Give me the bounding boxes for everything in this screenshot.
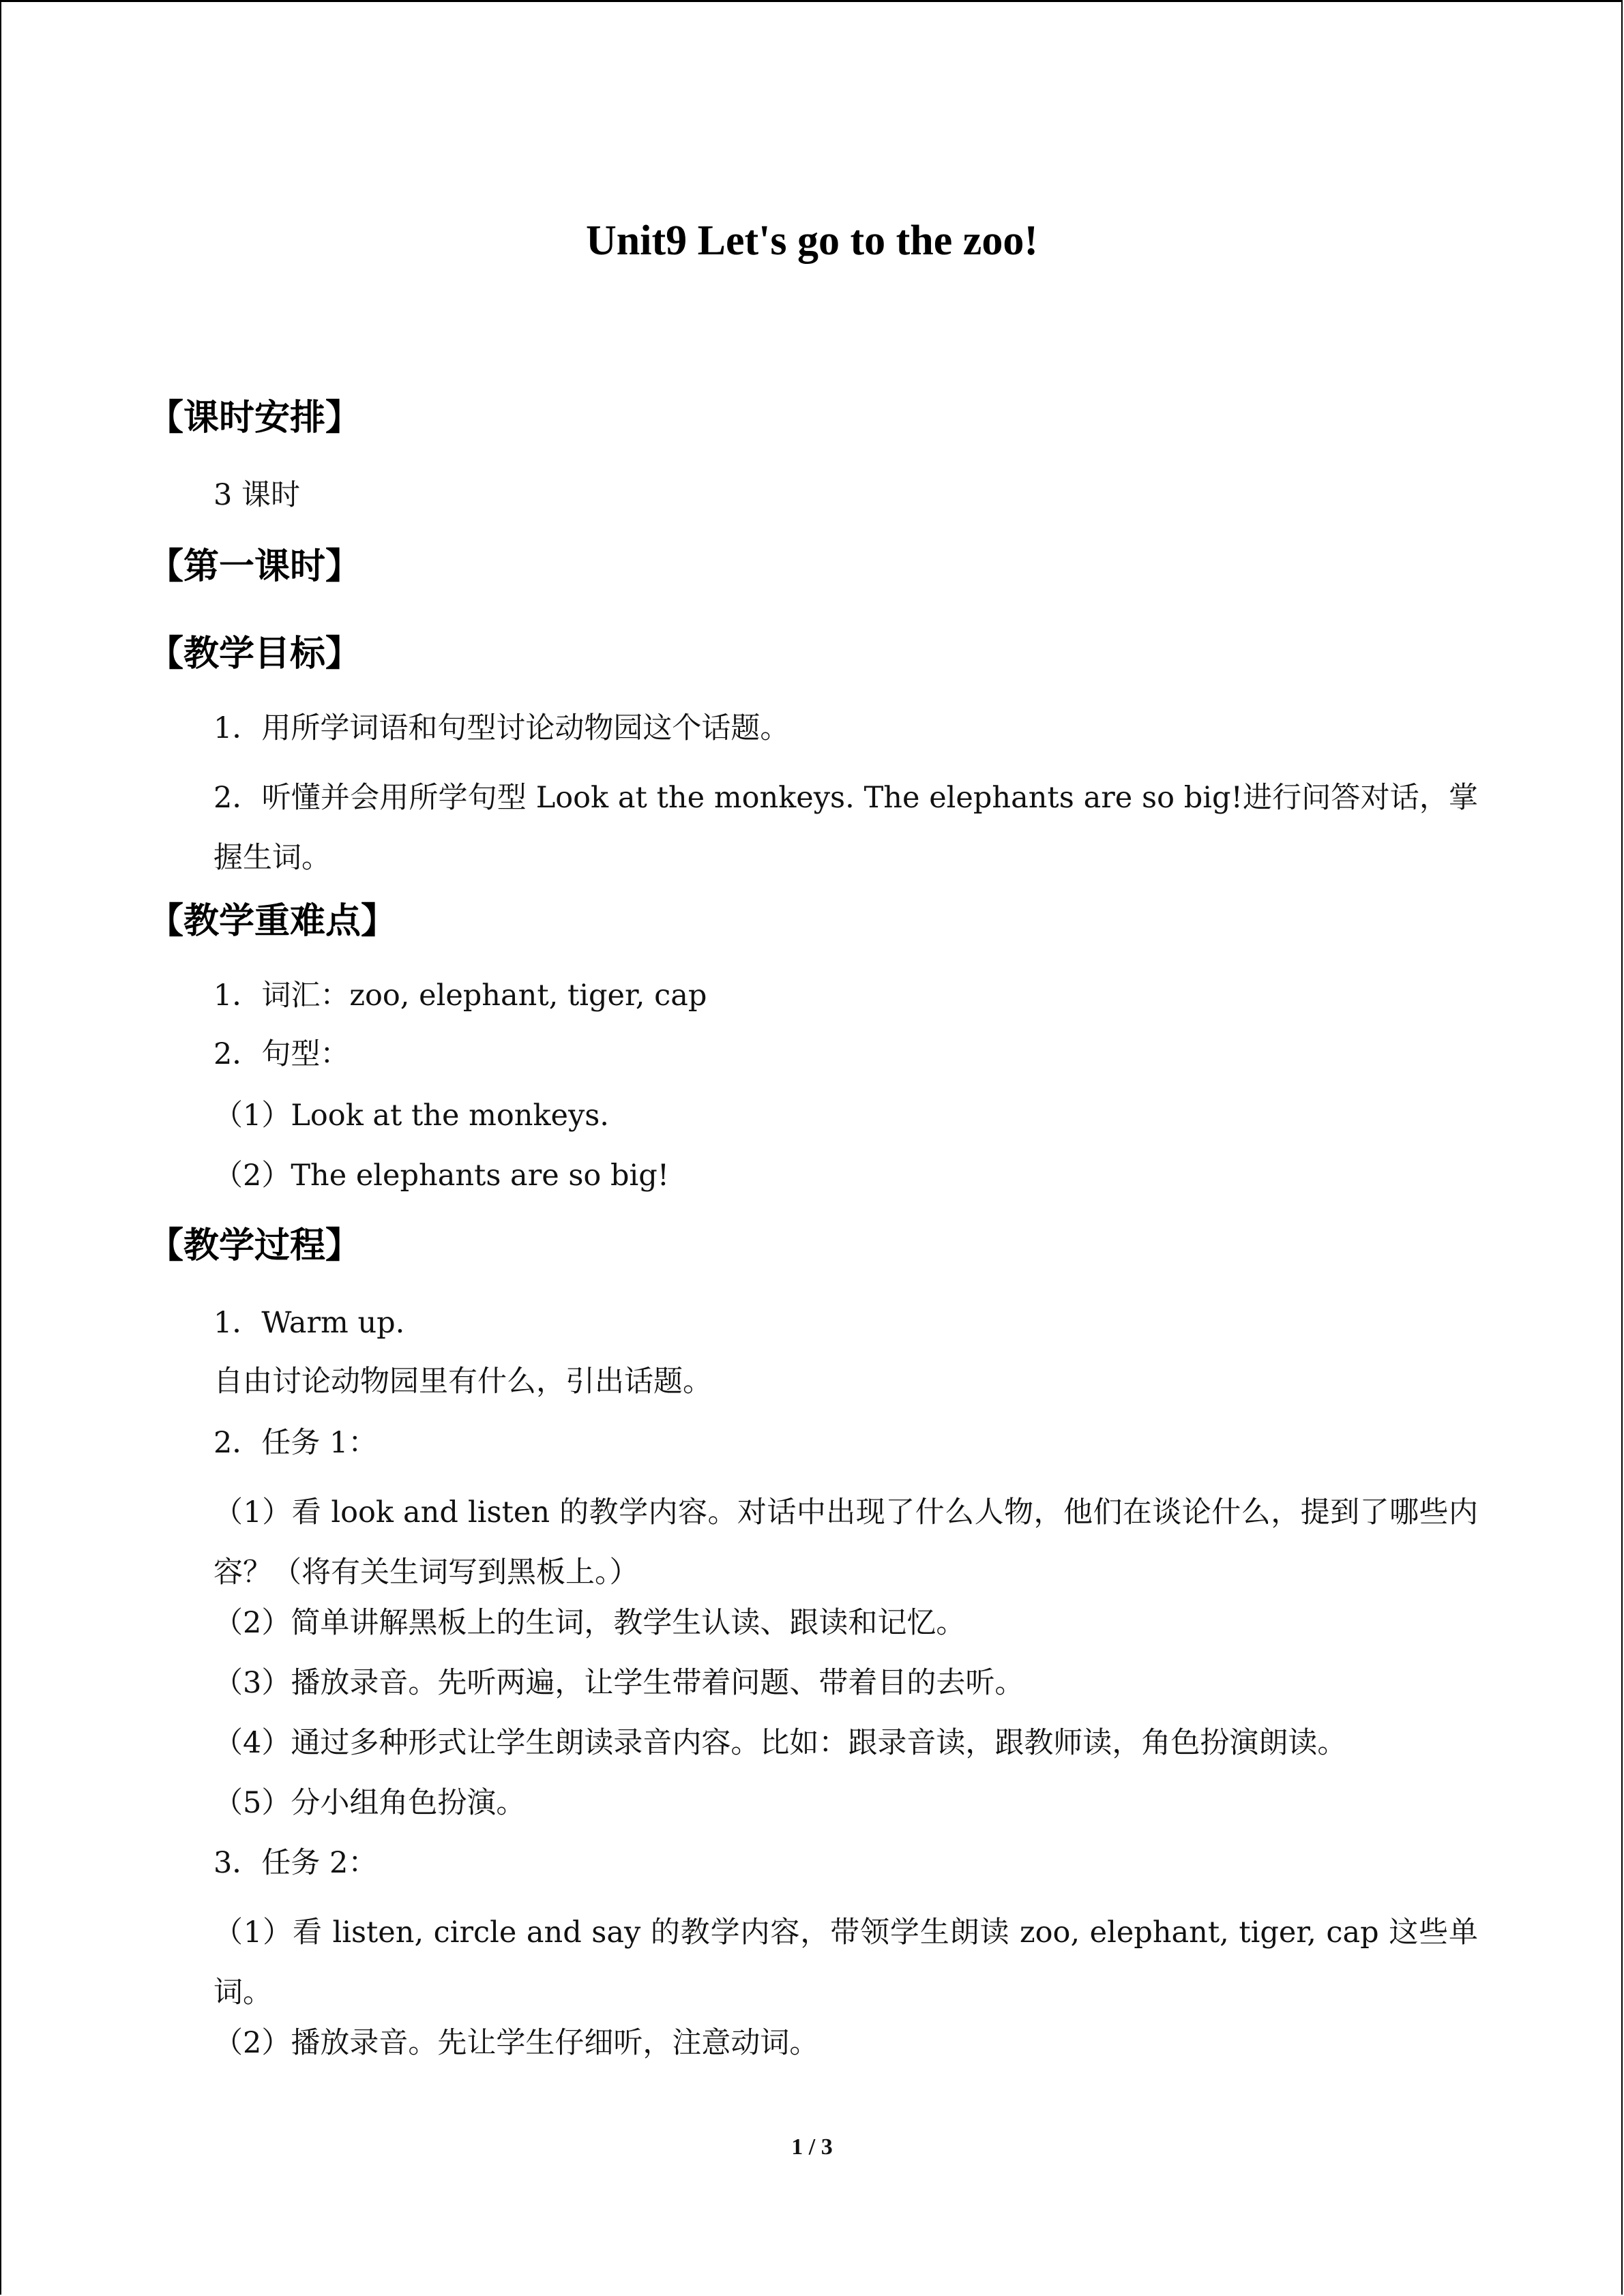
process-step3-title: 3．任务 2： xyxy=(213,1846,378,1880)
document-title: Unit9 Let's go to the zoo! xyxy=(586,218,1038,264)
objective-item-2-text: 2．听懂并会用所学句型 Look at the monkeys. The elephants are so big!进行问答对话，掌握生词。 xyxy=(213,781,1478,875)
key-point-vocab: 1．词汇：zoo, elephant, tiger, cap xyxy=(213,979,707,1013)
key-point-sentences-label: 2．句型： xyxy=(213,1037,350,1071)
process-step2-item-2: （2）简单讲解黑板上的生词，教学生认读、跟读和记忆。 xyxy=(213,1606,966,1640)
key-point-sentence-2: （2）The elephants are so big! xyxy=(213,1159,670,1193)
process-step2-item-5: （5）分小组角色扮演。 xyxy=(213,1786,526,1820)
schedule-value: 3 课时 xyxy=(213,478,301,512)
heading-process: 【教学过程】 xyxy=(148,1225,361,1266)
heading-objectives: 【教学目标】 xyxy=(148,633,361,674)
process-step2-item-1-text: （1）看 look and listen 的教学内容。对话中出现了什么人物，他们在谈论什么，提到了哪些内容？（将有关生词写到黑板上。） xyxy=(213,1495,1478,1590)
heading-schedule: 【课时安排】 xyxy=(148,398,361,438)
page-number: 1 / 3 xyxy=(791,2134,833,2160)
objective-item-2 xyxy=(148,768,1478,888)
process-step2-item-4: （4）通过多种形式让学生朗读录音内容。比如：跟录音读，跟教师读，角色扮演朗读。 xyxy=(213,1726,1347,1760)
process-step3-item-1-text: （1）看 listen, circle and say 的教学内容，带领学生朗读 zoo, elephant, tiger, cap 这些单词。 xyxy=(213,1915,1478,2010)
key-point-sentence-1: （1）Look at the monkeys. xyxy=(213,1099,609,1133)
process-step2-item-1 xyxy=(148,1482,1478,1602)
heading-key-points: 【教学重难点】 xyxy=(148,901,397,942)
process-step3-item-1 xyxy=(148,1903,1478,2023)
process-step2-title: 2．任务 1： xyxy=(213,1426,378,1460)
process-step2-item-3: （3）播放录音。先听两遍，让学生带着问题、带着目的去听。 xyxy=(213,1666,1024,1700)
process-step1-title: 1．Warm up. xyxy=(213,1306,405,1340)
process-step3-item-2: （2）播放录音。先让学生仔细听，注意动词。 xyxy=(213,2026,819,2060)
objective-item-1: 1．用所学词语和句型讨论动物园这个话题。 xyxy=(213,711,790,745)
process-step1-text: 自由讨论动物园里有什么，引出话题。 xyxy=(213,1365,712,1399)
heading-lesson1: 【第一课时】 xyxy=(148,546,361,587)
